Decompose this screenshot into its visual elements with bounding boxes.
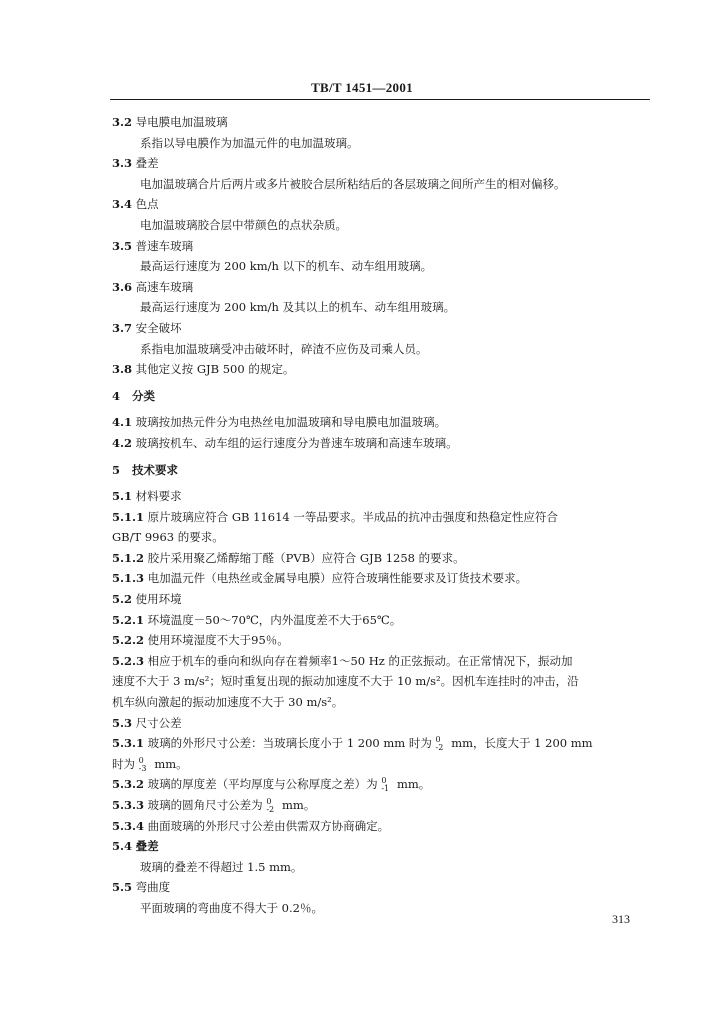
- section-number: 4: [112, 388, 121, 403]
- clause-3-6-body: 最高运行速度为 200 km/h 及其以上的机车、动车组用玻璃。: [140, 300, 456, 315]
- clause-text: mm。: [281, 798, 316, 812]
- tolerance-lower: -2: [435, 743, 444, 753]
- clause-title: 材料要求: [135, 489, 182, 504]
- clause-title: 其他定义按 GJB 500 的规定。: [135, 362, 295, 377]
- clause-3-4-body: 电加温玻璃胶合层中带颜色的点状杂质。: [140, 217, 347, 232]
- clause-3-5-body: 最高运行速度为 200 km/h 以下的机车、动车组用玻璃。: [140, 259, 433, 274]
- clause-text: mm。: [154, 756, 188, 771]
- clause-text: 玻璃的外形尺寸公差：当玻璃长度小于 1 200 mm 时为: [147, 736, 432, 751]
- clause-5-2-1: [112, 610, 652, 631]
- clause-5-4-body: 玻璃的叠差不得超过 1.5 mm。: [140, 859, 303, 874]
- clause-title: 色点: [135, 197, 159, 212]
- section-5-heading: [112, 460, 652, 481]
- clause-number: 5.3.1: [112, 736, 145, 751]
- clause-number: 5.4: [112, 839, 133, 854]
- clause-title: 弯曲度: [135, 880, 171, 895]
- clause-text: 环境温度－50～70℃，内外温度差不大于65℃。: [147, 612, 402, 627]
- clause-5-1-3: [112, 568, 652, 589]
- clause-3-5-title: [112, 236, 652, 257]
- clause-3-6-title: [112, 277, 652, 298]
- clause-number: 4.2: [112, 435, 133, 450]
- tolerance-upper: 0: [138, 755, 144, 765]
- tolerance: [436, 736, 448, 752]
- clause-5-2: [112, 589, 652, 610]
- clause-number: 5.3: [112, 715, 133, 730]
- clause-5-2-2: [112, 630, 652, 651]
- clause-number: 5.2.1: [112, 612, 145, 627]
- clause-number: 3.2: [112, 115, 133, 129]
- tolerance-lower: -1: [381, 784, 390, 794]
- clause-number: 5.1: [112, 489, 133, 504]
- clause-text: 玻璃的厚度差（平均厚度与公称厚度之差）为: [147, 777, 378, 792]
- clause-title: 尺寸公差: [135, 715, 182, 730]
- clause-5-3-2: [112, 774, 652, 795]
- tolerance-lower: -3: [138, 763, 147, 773]
- section-title: 技术要求: [132, 462, 179, 477]
- clause-5-3-1-cont: [112, 754, 652, 775]
- clause-5-3: [112, 713, 652, 734]
- clause-text: mm。: [396, 777, 431, 792]
- clause-text: 玻璃的圆角尺寸公差为: [147, 798, 263, 812]
- clause-3-3-title: [112, 153, 652, 174]
- clause-number: 5.1.3: [112, 571, 145, 586]
- clause-4-1: [112, 412, 652, 433]
- tolerance-upper: 0: [435, 735, 441, 745]
- clause-number: 3.8: [112, 362, 133, 377]
- clause-text: mm，长度大于 1 200 mm: [451, 736, 593, 751]
- clause-3-7-title: [112, 318, 652, 339]
- clause-number: 5.1.1: [112, 509, 145, 524]
- clause-number: 5.3.2: [112, 777, 145, 792]
- clause-number: 3.7: [112, 320, 133, 335]
- header-rule: [110, 99, 650, 100]
- document-body: [112, 112, 652, 919]
- clause-number: 5.3.3: [112, 798, 145, 812]
- clause-text: 胶片采用聚乙烯醇缩丁醛（PVB）应符合 GJB 1258 的要求。: [147, 550, 465, 565]
- clause-3-8: [112, 359, 652, 380]
- clause-number: 3.4: [112, 197, 133, 212]
- clause-title: 安全破坏: [135, 320, 182, 335]
- clause-4-2: [112, 433, 652, 454]
- clause-5-2-3-cont-2: 机车纵向激起的振动加速度不大于 30 m/s²。: [112, 695, 344, 710]
- document-header: TB/T 1451—2001: [311, 80, 413, 95]
- section-4-heading: [112, 386, 652, 407]
- clause-text: 玻璃按加热元件分为电热丝电加温玻璃和导电膜电加温玻璃。: [135, 415, 447, 430]
- clause-number: 5.1.2: [112, 550, 145, 565]
- clause-5-3-3: [112, 795, 652, 816]
- tolerance-lower: -2: [266, 805, 275, 814]
- clause-number: 5.2: [112, 592, 133, 607]
- clause-number: 3.6: [112, 279, 133, 294]
- clause-text: 玻璃按机车、动车组的运行速度分为普速车玻璃和高速车玻璃。: [135, 435, 458, 450]
- clause-title: 叠差: [135, 156, 159, 171]
- clause-3-3-body: 电加温玻璃合片后两片或多片被胶合层所粘结后的各层玻璃之间所产生的相对偏移。: [140, 176, 566, 191]
- clause-3-2-body: 系指以导电膜作为加温元件的电加温玻璃。: [140, 135, 359, 150]
- section-title: 分类: [132, 388, 156, 403]
- clause-number: 5.3.4: [112, 818, 145, 833]
- tolerance-upper: 0: [381, 776, 387, 786]
- clause-text: 电加温元件（电热丝或金属导电膜）应符合玻璃性能要求及订货技术要求。: [147, 571, 528, 586]
- clause-5-2-3: [112, 651, 652, 672]
- clause-text: 使用环境湿度不大于95％。: [147, 633, 289, 648]
- section-number: 5: [112, 462, 121, 477]
- clause-5-3-1: [112, 733, 652, 754]
- clause-5-3-4: [112, 816, 652, 837]
- clause-text: 曲面玻璃的外形尺寸公差由供需双方协商确定。: [147, 818, 390, 833]
- clause-title: 导电膜电加温玻璃: [135, 115, 228, 129]
- clause-5-1-1: [112, 507, 652, 528]
- clause-number: 5.5: [112, 880, 133, 895]
- page-number: 313: [612, 912, 630, 926]
- clause-title: 普速车玻璃: [135, 238, 194, 253]
- clause-text: 相应于机车的垂向和纵向存在着频率1～50 Hz 的正弦振动。在正常情况下，振动加: [147, 653, 573, 668]
- clause-5-2-3-cont-1: 速度不大于 3 m/s²；短时重复出现的振动加速度不大于 10 m/s²。因机车连挂时的冲击，沿: [112, 674, 579, 689]
- tolerance: [381, 777, 393, 793]
- tolerance: [266, 798, 278, 814]
- clause-5-4: [112, 836, 652, 857]
- clause-3-7-body: 系指电加温玻璃受冲击破坏时，碎渣不应伤及司乘人员。: [140, 341, 428, 356]
- clause-5-1: [112, 486, 652, 507]
- clause-5-5-body: 平面玻璃的弯曲度不得大于 0.2％。: [140, 900, 323, 915]
- clause-3-2-title: [112, 112, 652, 133]
- clause-number: 3.5: [112, 238, 133, 253]
- clause-number: 3.3: [112, 156, 133, 171]
- clause-title: 叠差: [135, 839, 159, 854]
- clause-5-5: [112, 877, 652, 898]
- clause-text: 时为: [112, 756, 135, 771]
- tolerance: [139, 757, 151, 773]
- clause-number: 4.1: [112, 415, 133, 430]
- clause-5-1-2: [112, 548, 652, 569]
- clause-title: 使用环境: [135, 592, 182, 607]
- clause-3-4-title: [112, 194, 652, 215]
- clause-5-1-1-cont: GB/T 9963 的要求。: [112, 530, 224, 545]
- clause-text: 原片玻璃应符合 GB 11614 一等品要求。半成品的抗冲击强度和热稳定性应符合: [147, 509, 558, 524]
- clause-number: 5.2.2: [112, 633, 145, 648]
- clause-number: 5.2.3: [112, 653, 145, 668]
- tolerance-upper: 0: [266, 797, 272, 806]
- clause-title: 高速车玻璃: [135, 279, 194, 294]
